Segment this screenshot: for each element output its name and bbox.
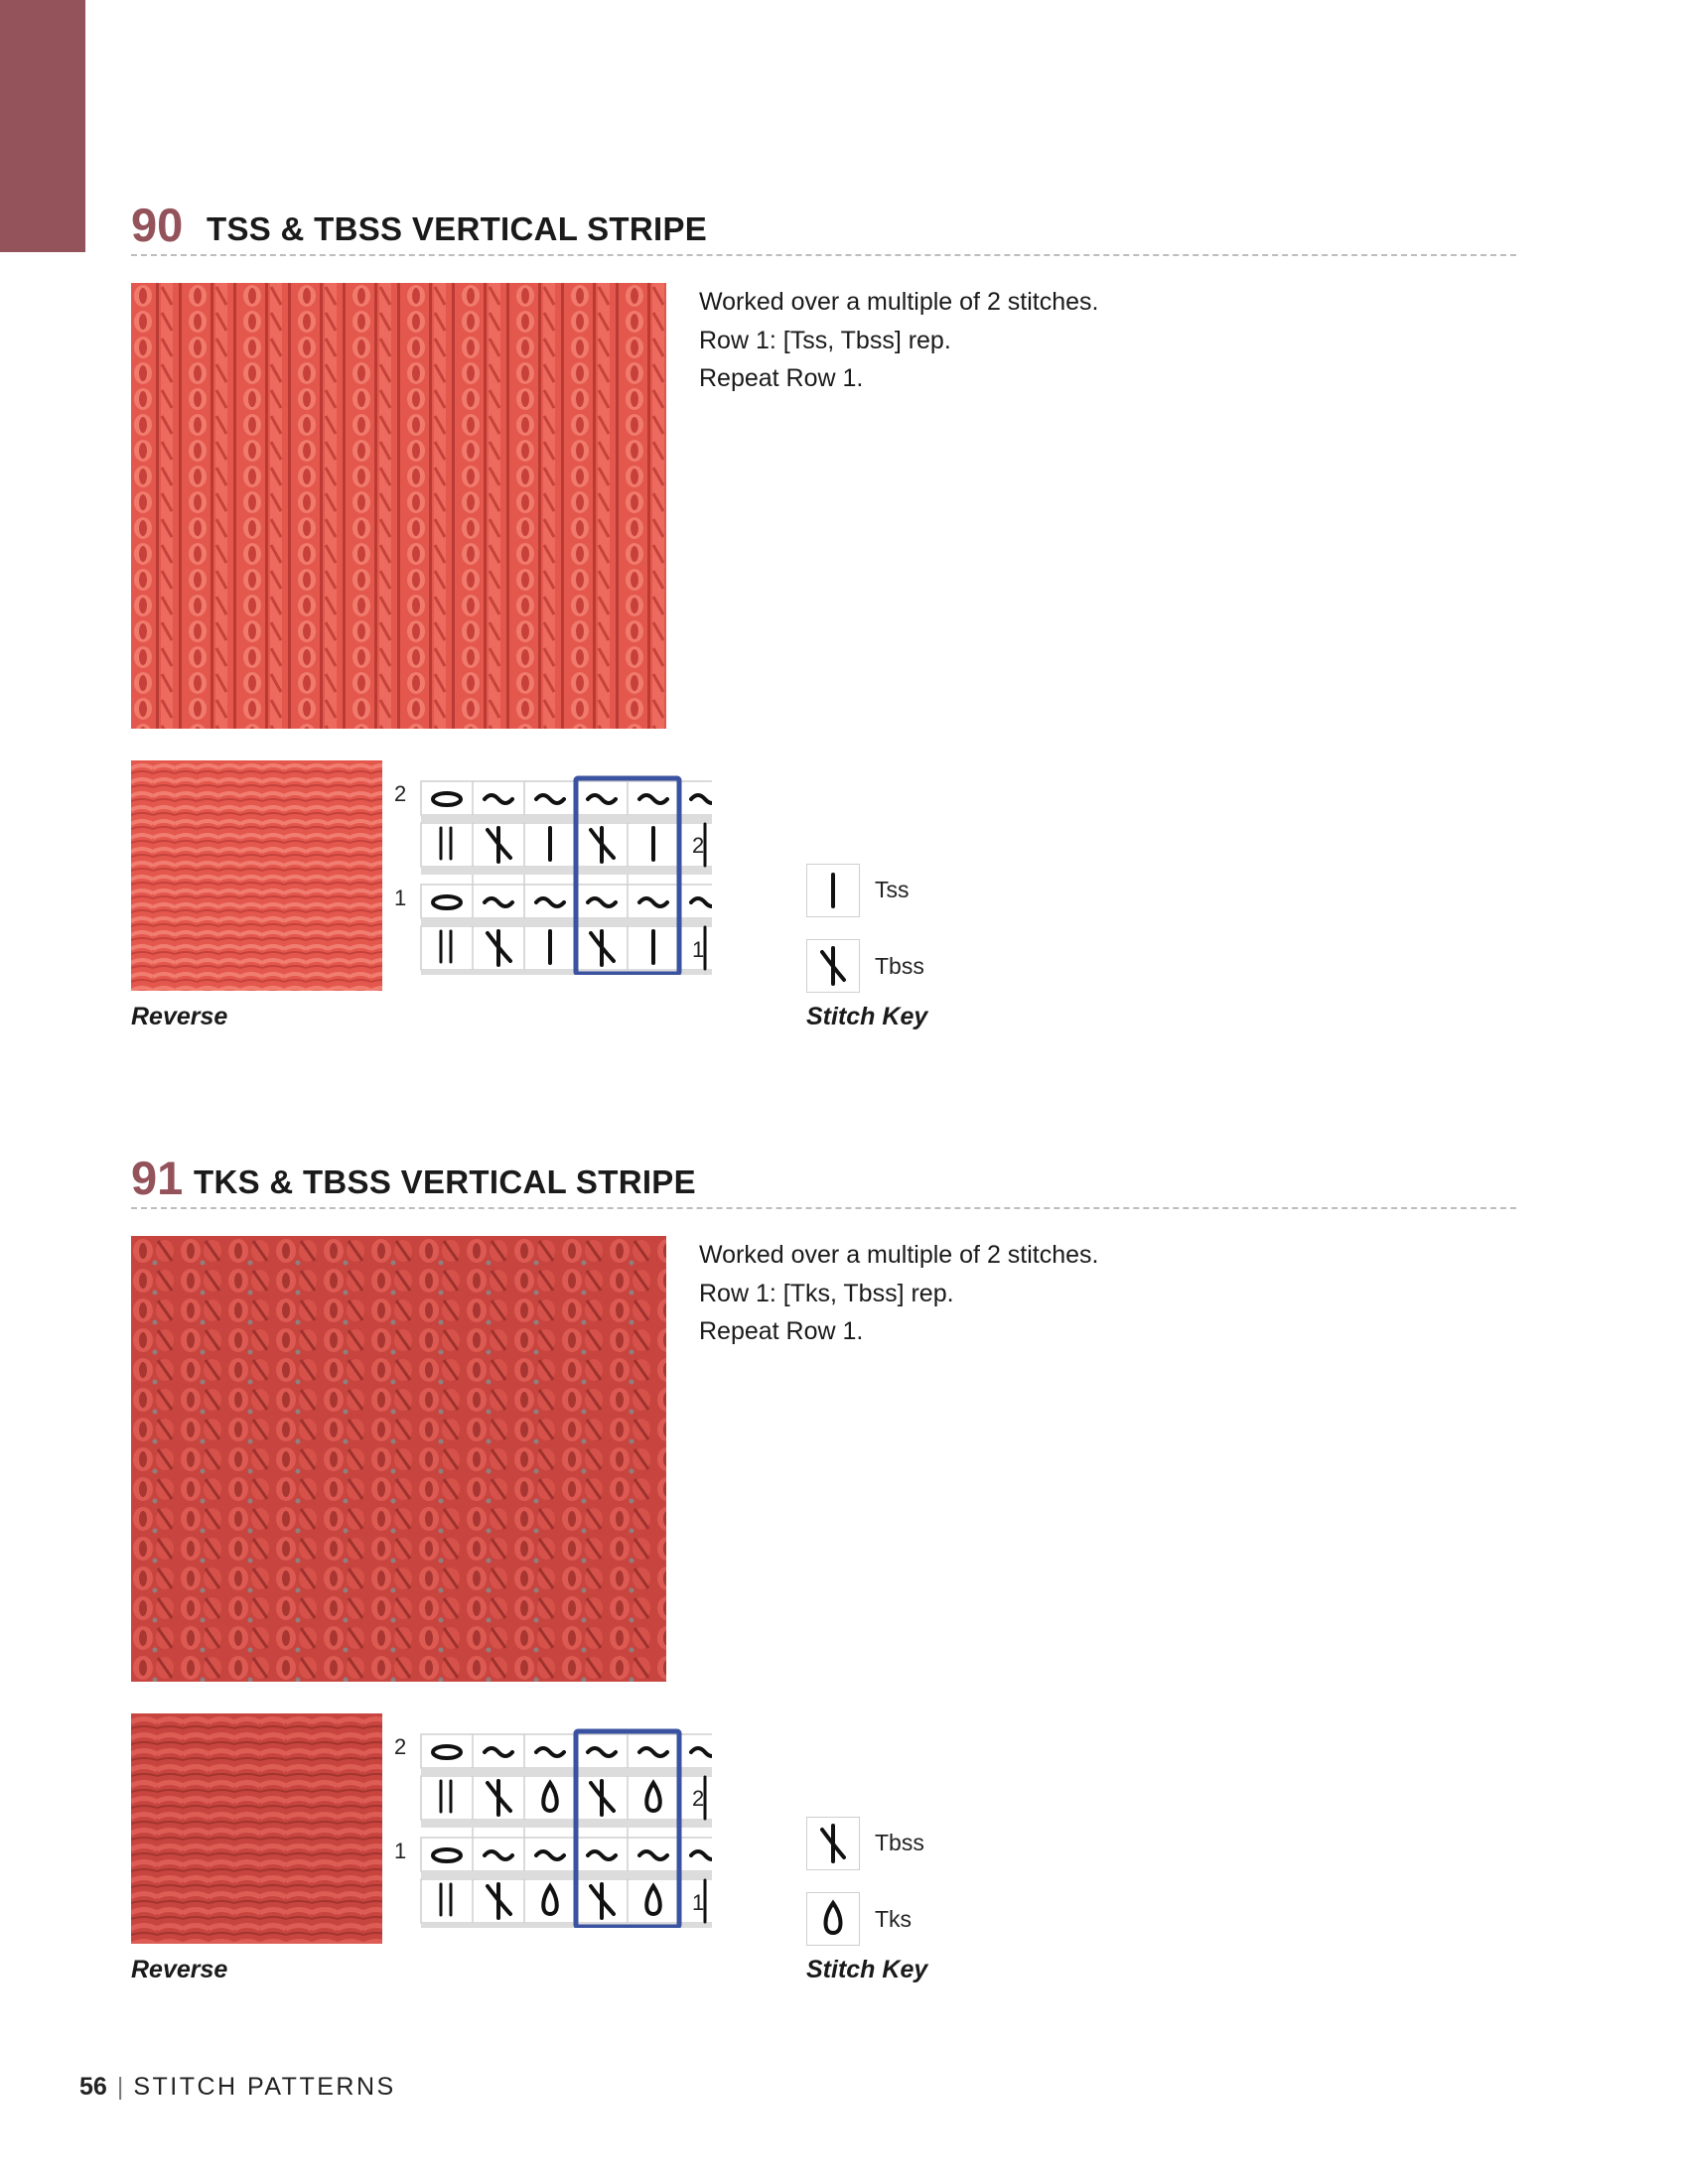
pattern-number: 91 [131,1152,184,1204]
chart-row-label: 2 [394,1734,407,1759]
stitch-chart [394,766,712,975]
stitch-key-caption: Stitch Key [806,1956,928,1983]
stitch-key-label: Tks [875,1906,913,1932]
swatch-front-image [131,283,666,729]
section-title: STITCH PATTERNS [133,2073,396,2101]
pattern-90 [131,199,1516,1030]
swatch-reverse-image [131,1713,382,1944]
stitch-key-caption: Stitch Key [806,1003,928,1030]
stitch-key-label: Tbss [875,953,924,979]
page-number: 56 [79,2073,107,2101]
swatch-photo [131,1236,666,1682]
chart-row-label: 1 [692,1890,705,1915]
instruction-line: Worked over a multiple of 2 stitches. [699,288,1099,316]
tss-icon [807,865,859,916]
pattern-91 [131,1152,1516,1983]
pattern-number: 90 [131,199,184,251]
chart-row-label: 2 [692,833,705,858]
pattern-instructions [699,1236,1394,1351]
instruction-line: Repeat Row 1. [699,1317,864,1345]
page-footer [79,2073,396,2102]
stitch-key-symbol [806,1892,860,1946]
instruction-line: Row 1: [Tss, Tbss] rep. [699,326,951,354]
chart-grid [394,1719,712,1928]
stitch-key-symbol [806,1817,860,1870]
swatch-photo [131,283,666,729]
instruction-line: Row 1: [Tks, Tbss] rep. [699,1279,954,1307]
stitch-key-label: Tbss [875,1830,924,1855]
tbss-icon [807,1818,859,1869]
pattern-instructions [699,283,1394,398]
chart-row-label: 2 [394,781,407,806]
stitch-key-label: Tss [875,877,910,902]
corner-tab [0,0,85,252]
pattern-title: TKS & TBSS VERTICAL STRIPE [194,1163,696,1200]
pattern-header [131,199,1516,256]
reverse-swatch-photo [131,1713,382,1944]
instruction-line: Worked over a multiple of 2 stitches. [699,1241,1099,1269]
reverse-caption: Reverse [131,1956,228,1983]
swatch-front-image [131,1236,666,1682]
stitch-chart [394,1719,712,1928]
swatch-reverse-image [131,760,382,991]
chart-row-label: 1 [394,1839,407,1863]
pattern-header [131,1152,1516,1209]
chart-grid [394,766,712,975]
chart-row-label: 1 [394,886,407,910]
tbss-icon [807,940,859,992]
footer-separator: | [116,2073,124,2101]
reverse-swatch-photo [131,760,382,991]
stitch-key-symbol [806,939,860,993]
chart-row-label: 2 [692,1786,705,1811]
pattern-title: TSS & TBSS VERTICAL STRIPE [207,210,708,247]
stitch-key-symbol [806,864,860,917]
chart-row-label: 1 [692,937,705,962]
instruction-line: Repeat Row 1. [699,364,864,392]
reverse-caption: Reverse [131,1003,228,1030]
tks-icon [807,1893,859,1945]
